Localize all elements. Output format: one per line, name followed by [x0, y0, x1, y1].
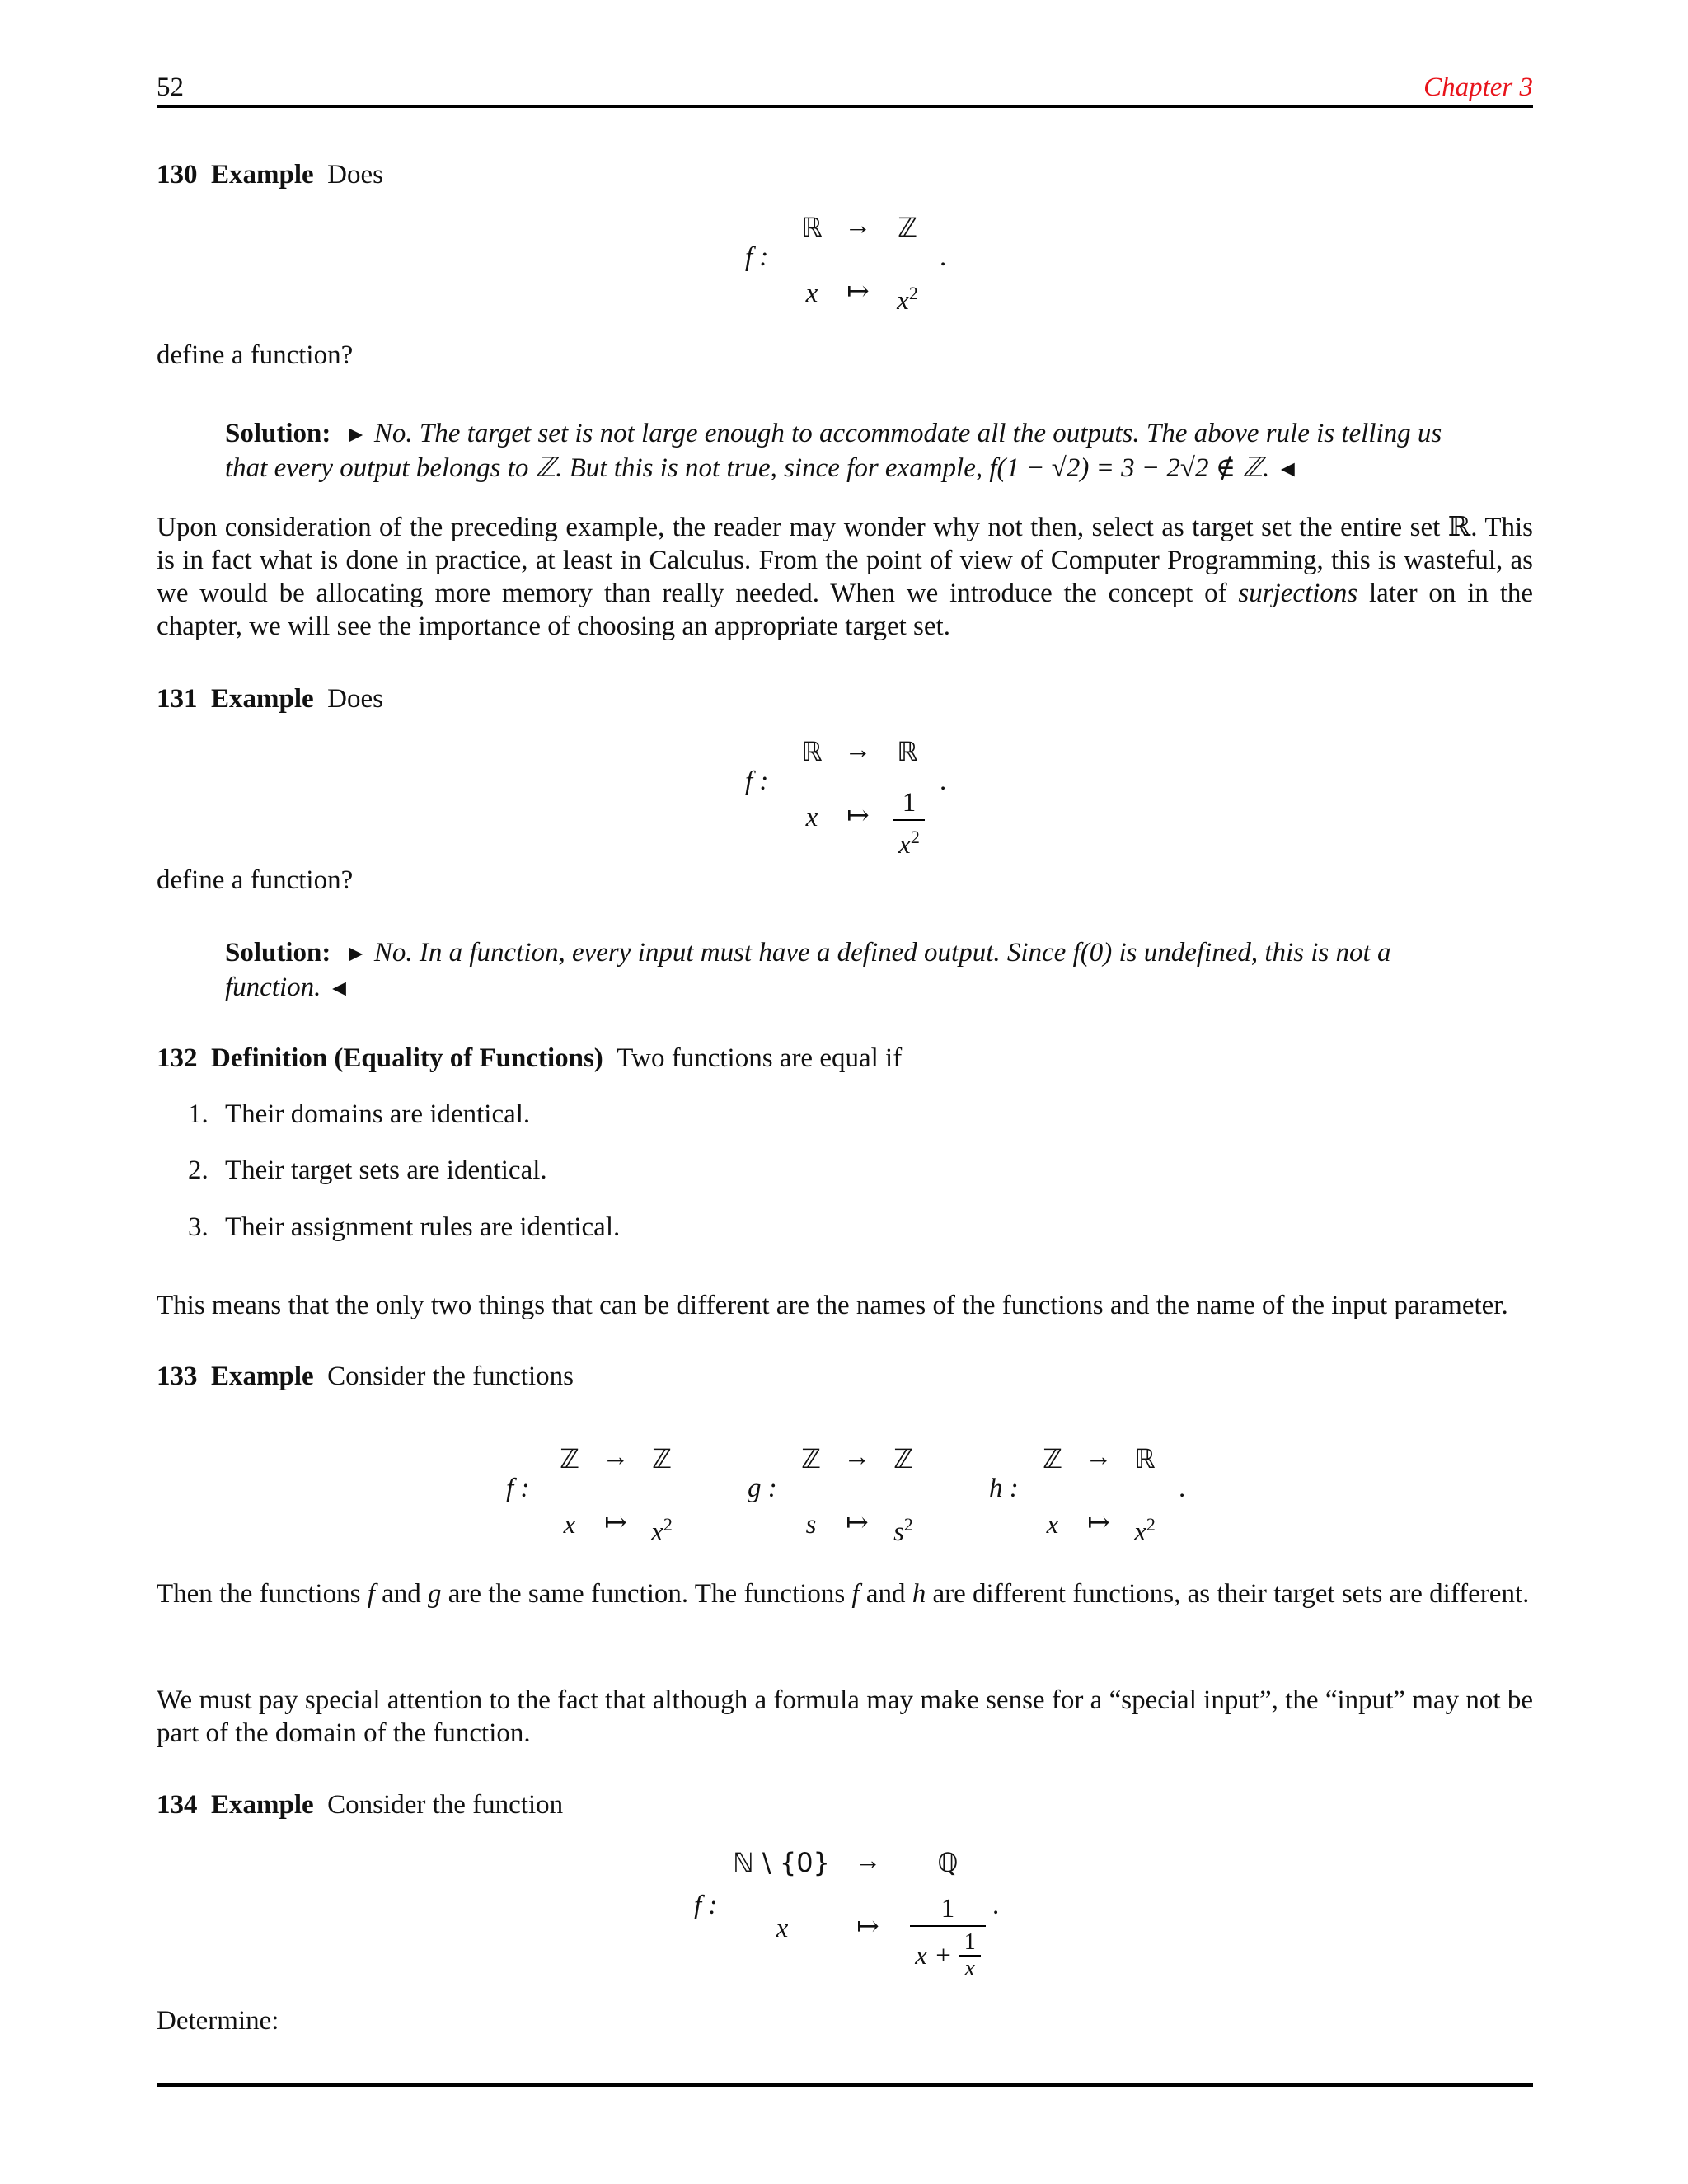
page-number: 52	[157, 73, 184, 102]
map-name: f :	[745, 766, 769, 796]
example-lead: Consider the functions	[327, 1361, 574, 1391]
map-name: f :	[506, 1474, 530, 1503]
example-kind: Example	[211, 1790, 314, 1820]
map-codomain: ℝ	[1134, 1443, 1156, 1474]
example-131-heading	[157, 682, 383, 715]
definition-kind: Definition (Equality of Functions)	[211, 1043, 603, 1073]
map-domain: ℝ	[801, 736, 823, 767]
example-number: 130	[157, 160, 198, 190]
map-codomain: ℤ	[652, 1443, 672, 1474]
map-variable: x	[776, 1914, 789, 1943]
map-variable: x	[1046, 1510, 1059, 1540]
solution-131	[225, 936, 1470, 1005]
example-lead: Consider the function	[327, 1790, 564, 1820]
map-mapsto: ↦	[604, 1508, 627, 1538]
solution-formula: f(1 − √2) = 3 − 2√2 ∉ ℤ.	[989, 453, 1270, 483]
chapter-label: Chapter 3	[1423, 73, 1533, 102]
map-domain: ℕ \ {0}	[733, 1847, 830, 1878]
function-map-131	[742, 732, 989, 864]
map-mapsto: ↦	[846, 1508, 869, 1538]
solution-line-2: function.	[225, 972, 321, 1002]
solution-start-marker: ►	[344, 422, 368, 448]
map-variable: x	[563, 1510, 576, 1540]
map-arrow: →	[844, 735, 872, 765]
period: .	[940, 766, 947, 796]
map-expression: $x^2$	[651, 1514, 673, 1547]
map-arrow: →	[843, 1442, 871, 1472]
map-mapsto: ↦	[856, 1912, 879, 1942]
example-number: 134	[157, 1790, 198, 1820]
map-name: h :	[989, 1474, 1019, 1503]
map-domain: ℤ	[1043, 1443, 1062, 1474]
map-expression: $s^2$	[893, 1514, 913, 1547]
map-codomain: ℝ	[897, 736, 918, 767]
definition-number: 132	[157, 1043, 198, 1073]
definition-132-heading	[157, 1042, 902, 1075]
paragraph-special-input: We must pay special attention to the fact that although a formula may make sense for a “special input”, the “input” may not be part of the domain of the function.	[157, 1685, 1533, 1748]
map-expression: 1 x + $\frac{1}{x}$	[898, 1892, 997, 1981]
solution-130	[225, 417, 1470, 486]
map-name: g :	[748, 1474, 777, 1503]
paragraph-target-set: Upon consideration of the preceding example, the reader may wonder why not then, select as target set the entire set ℝ. This is in fact what is done in practice, at least in Calculus. From the point of view of Computer Programming, this is wasteful, as we would be allocating more memory than really needed. When we introduce the concept of surjections later on in the chapter, we will see the importance of choosing an appropriate target set.	[157, 513, 1534, 641]
example-130-heading	[157, 158, 383, 191]
function-map-134	[691, 1843, 1020, 1999]
period: .	[1179, 1474, 1186, 1503]
list-item: 2. Their target sets are identical.	[188, 1155, 547, 1185]
solution-label: Solution:	[225, 938, 331, 968]
example-lead: Does	[327, 684, 383, 714]
period: .	[940, 242, 947, 272]
map-domain: ℤ	[801, 1443, 821, 1474]
solution-line-2: that every output belongs to ℤ. But this is not true, since for example,	[225, 453, 983, 483]
solution-end-marker: ◄	[327, 976, 351, 1001]
example-130-after: define a function?	[157, 340, 354, 370]
example-kind: Example	[211, 1361, 314, 1391]
map-domain: ℝ	[801, 212, 823, 243]
example-number: 133	[157, 1361, 198, 1391]
solution-end-marker: ◄	[1276, 457, 1300, 482]
solution-line-1: No. The target set is not large enough to accommodate all the outputs. The above rule is telling us	[373, 419, 1442, 448]
emphasis-surjections: surjections	[1238, 579, 1358, 608]
period: .	[992, 1891, 1000, 1920]
paragraph-equality: This means that the only two things that can be different are the names of the functions and the name of the input parameter.	[157, 1291, 1508, 1320]
map-name: f :	[694, 1891, 718, 1920]
definition-lead: Two functions are equal if	[617, 1043, 903, 1073]
map-arrow: →	[1085, 1442, 1113, 1472]
map-codomain: ℤ	[893, 1443, 913, 1474]
list-item: 3. Their assignment rules are identical.	[188, 1212, 621, 1242]
map-mapsto: ↦	[1087, 1508, 1110, 1538]
example-131-after: define a function?	[157, 865, 354, 895]
map-mapsto: ↦	[846, 277, 870, 307]
list-item: 1. Their domains are identical.	[188, 1099, 531, 1129]
map-arrow: →	[844, 211, 872, 241]
example-number: 131	[157, 684, 198, 714]
solution-label: Solution:	[225, 419, 331, 448]
map-arrow: →	[602, 1442, 630, 1472]
map-variable: x	[805, 803, 818, 832]
header-rule	[157, 105, 1533, 108]
footer-rule	[157, 2083, 1533, 2087]
paragraph-same-function: Then the functions f and g are the same function. The functions f and h are different functions, as their target sets are different.	[157, 1579, 1530, 1609]
example-kind: Example	[211, 160, 314, 190]
map-name: f :	[745, 242, 769, 272]
example-kind: Example	[211, 684, 314, 714]
example-lead: Does	[327, 160, 383, 190]
function-map-h	[986, 1439, 1200, 1546]
map-variable: s	[805, 1510, 817, 1540]
map-expression: $x^2$	[1134, 1514, 1156, 1547]
function-map-f	[503, 1439, 701, 1546]
determine-label: Determine:	[157, 2006, 279, 2036]
map-variable: x	[805, 279, 818, 308]
function-map-g	[744, 1439, 942, 1546]
solution-line-1: No. In a function, every input must have a defined output. Since f(0) is undefined, this is not a	[373, 938, 1391, 968]
map-domain: ℤ	[560, 1443, 579, 1474]
function-map-130	[742, 208, 989, 315]
map-codomain: ℤ	[898, 212, 917, 243]
example-134-heading	[157, 1788, 563, 1821]
map-mapsto: ↦	[846, 801, 870, 831]
map-expression: $\frac{1}{x^2}$	[887, 786, 931, 861]
example-133-heading	[157, 1360, 574, 1393]
map-expression: $x^2$	[897, 283, 918, 316]
map-codomain: ℚ	[937, 1847, 959, 1878]
solution-start-marker: ►	[344, 941, 368, 967]
map-arrow: →	[854, 1846, 882, 1876]
